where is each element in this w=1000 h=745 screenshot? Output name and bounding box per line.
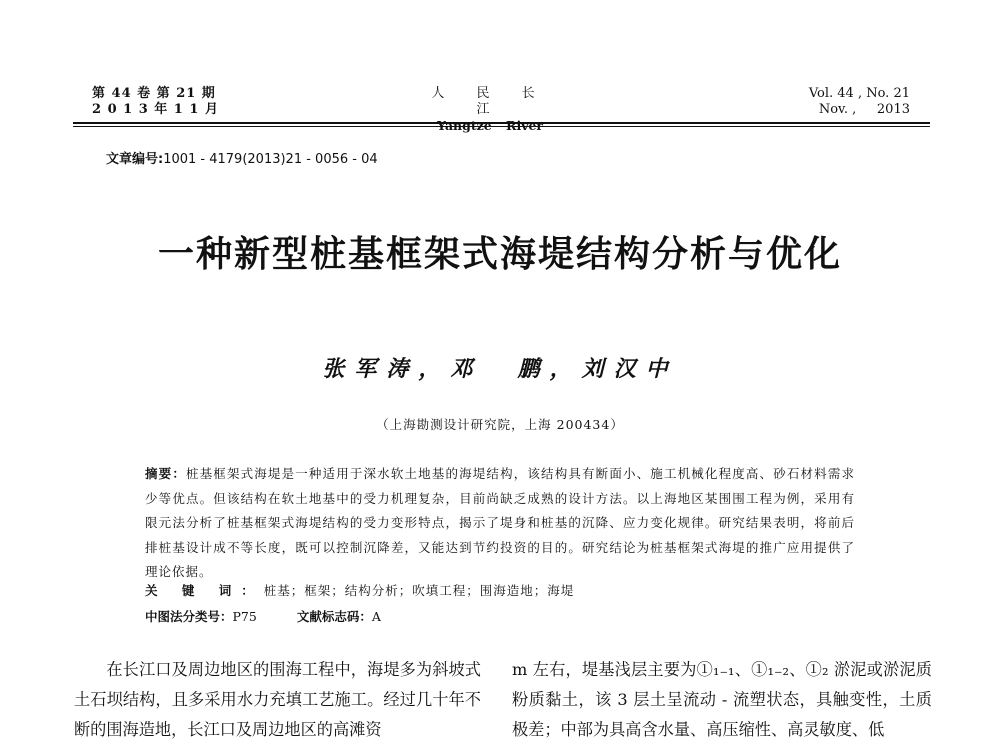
article-number-label: 文章编号:	[106, 152, 164, 167]
body-paragraph: m 左右，堤基浅层主要为①₁₋₁、①₁₋₂、①₂ 淤泥或淤泥质粉质黏土，该 3 层土呈流动 - 流塑状态，具触变性，土质极差；中部为具高含水量、高压缩性、高灵敏度、低	[512, 660, 932, 739]
affiliation: （上海勘测设计研究院，上海 200434）	[376, 417, 624, 432]
keywords	[145, 581, 855, 599]
body-paragraph: 在长江口及周边地区的围海工程中，海堤多为斜坡式土石坝结构，且多采用水力充填工艺施工。经过几十年不断的围海造地，长江口及周边地区的高滩资	[74, 660, 481, 739]
volume-en: Vol. 44 , No. 21	[808, 86, 910, 101]
clc-value: P75	[232, 609, 257, 624]
journal-name-cn: 人 民 长 江	[431, 86, 549, 117]
abstract-label: 摘要：	[145, 466, 186, 481]
date-en: Nov. , 2013	[818, 102, 910, 117]
header-rule-thick	[73, 122, 930, 124]
abstract	[145, 462, 855, 585]
clc-label: 中图法分类号：	[145, 609, 233, 624]
doc-code-value: A	[371, 609, 381, 624]
keywords-text: 桩基；框架；结构分析；吹填工程；围海造地；海堤	[263, 583, 575, 598]
journal-issue-header	[92, 86, 219, 118]
abstract-text: 桩基框架式海堤是一种适用于深水软土地基的海堤结构，该结构具有断面小、施工机械化程度高、砂石材料需求少等优点。但该结构在软土地基中的受力机理复杂，目前尚缺乏成熟的设计方法。以上海地区某围围工程为例，采用有限元法分析了桩基框架式海堤结构的受力变形特点，揭示了堤身和桩基的沉降、应力变化规律。研究结果表明，将前后排桩基设计成不等长度，既可以控制沉降差，又能达到节约投资的目的。研究结论为桩基框架式海堤的推广应用提供了理论依据。	[145, 466, 855, 579]
date-cn: 2 0 1 3 年 1 1 月	[92, 102, 219, 117]
header-rule-thin	[73, 126, 930, 127]
issue-cn: 第 44 卷 第 21 期	[92, 86, 216, 101]
article-number	[106, 148, 378, 167]
article-number-value: 1001 - 4179(2013)21 - 0056 - 04	[163, 152, 378, 167]
keywords-label: 关 键 词：	[145, 583, 264, 598]
classification	[145, 607, 855, 625]
journal-name-en: Yangtze River	[437, 118, 543, 133]
paper-title: 一种新型桩基框架式海堤结构分析与优化	[157, 234, 842, 275]
volume-header	[809, 86, 910, 118]
authors: 张军涛，邓 鹏，刘汉中	[322, 356, 678, 382]
doc-code-label: 文献标志码：	[296, 609, 372, 624]
